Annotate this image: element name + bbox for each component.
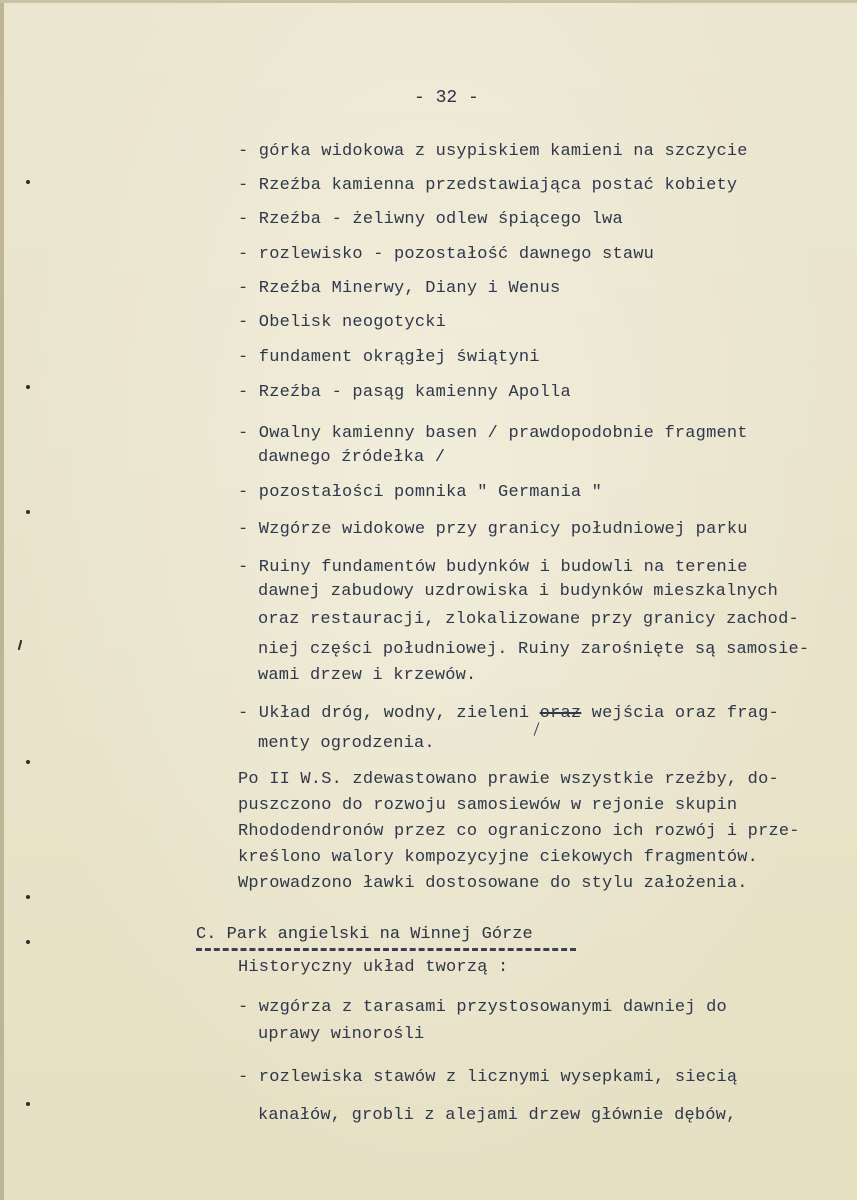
list-item: - Rzeźba - pasąg kamienny Apolla bbox=[238, 383, 571, 402]
margin-mark bbox=[26, 385, 30, 389]
list-item-text: - Układ dróg, wodny, zieleni bbox=[238, 704, 530, 723]
list-item: - Owalny kamienny basen / prawdopodobnie fragment bbox=[238, 424, 748, 443]
section-heading: C. Park angielski na Winnej Górze bbox=[196, 925, 533, 944]
list-item: - Rzeźba - żeliwny odlew śpiącego lwa bbox=[238, 210, 623, 229]
page-edge-top bbox=[0, 0, 857, 3]
margin-mark bbox=[26, 510, 30, 514]
margin-mark bbox=[26, 760, 30, 764]
paragraph-line: Po II W.S. zdewastowano prawie wszystkie rzeźby, do- bbox=[238, 770, 779, 789]
paragraph-line: Historyczny układ tworzą : bbox=[238, 958, 509, 977]
list-item-continuation: oraz restauracji, zlokalizowane przy granicy zachod- bbox=[258, 610, 799, 629]
list-item-continuation: menty ogrodzenia. bbox=[258, 734, 435, 753]
page-number: - 32 - bbox=[414, 88, 479, 108]
list-item: - górka widokowa z usypiskiem kamieni na szczycie bbox=[238, 142, 748, 161]
paragraph-line: kreślono walory kompozycyjne ciekowych fragmentów. bbox=[238, 848, 759, 867]
paragraph-line: Wprowadzono ławki dostosowane do stylu założenia. bbox=[238, 874, 748, 893]
list-item bbox=[238, 704, 779, 723]
list-item: - rozlewisko - pozostałość dawnego stawu bbox=[238, 245, 655, 264]
margin-mark bbox=[26, 180, 30, 184]
list-item-continuation: dawnego źródełka / bbox=[258, 448, 446, 467]
list-item: - Rzeźba kamienna przedstawiająca postać kobiety bbox=[238, 176, 738, 195]
list-item: - Obelisk neogotycki bbox=[238, 313, 447, 332]
list-item-continuation: dawnej zabudowy uzdrowiska i budynków mieszkalnych bbox=[258, 582, 779, 601]
list-item-continuation: niej części południowej. Ruiny zarośnięte są samosie- bbox=[258, 640, 810, 659]
list-item: - rozlewiska stawów z licznymi wysepkami, siecią bbox=[238, 1068, 738, 1087]
list-item-continuation: uprawy winorośli bbox=[258, 1025, 425, 1044]
struck-word: oraz bbox=[539, 704, 582, 723]
list-item-text: wejścia oraz frag- bbox=[591, 704, 779, 723]
margin-mark bbox=[18, 640, 23, 650]
margin-mark bbox=[26, 1102, 30, 1106]
list-item: - Ruiny fundamentów budynków i budowli na terenie bbox=[238, 558, 748, 577]
list-item: - wzgórza z tarasami przystosowanymi dawniej do bbox=[238, 998, 727, 1017]
list-item: - pozostałości pomnika " Germania " bbox=[238, 483, 603, 502]
paragraph-line: puszczono do rozwoju samosiewów w rejonie skupin bbox=[238, 796, 738, 815]
list-item-continuation: kanałów, grobli z alejami drzew głównie dębów, bbox=[258, 1106, 737, 1125]
margin-mark bbox=[26, 940, 30, 944]
handwritten-comma-mark bbox=[534, 722, 540, 735]
list-item: - Wzgórze widokowe przy granicy południowej parku bbox=[238, 520, 748, 539]
margin-mark bbox=[26, 895, 30, 899]
list-item: - fundament okrągłej świątyni bbox=[238, 348, 540, 367]
heading-underline bbox=[196, 948, 576, 951]
paragraph-line: Rhododendronów przez co ograniczono ich rozwój i prze- bbox=[238, 822, 800, 841]
list-item: - Rzeźba Minerwy, Diany i Wenus bbox=[238, 279, 561, 298]
list-item-continuation: wami drzew i krzewów. bbox=[258, 666, 477, 685]
page-edge-left bbox=[0, 0, 4, 1200]
